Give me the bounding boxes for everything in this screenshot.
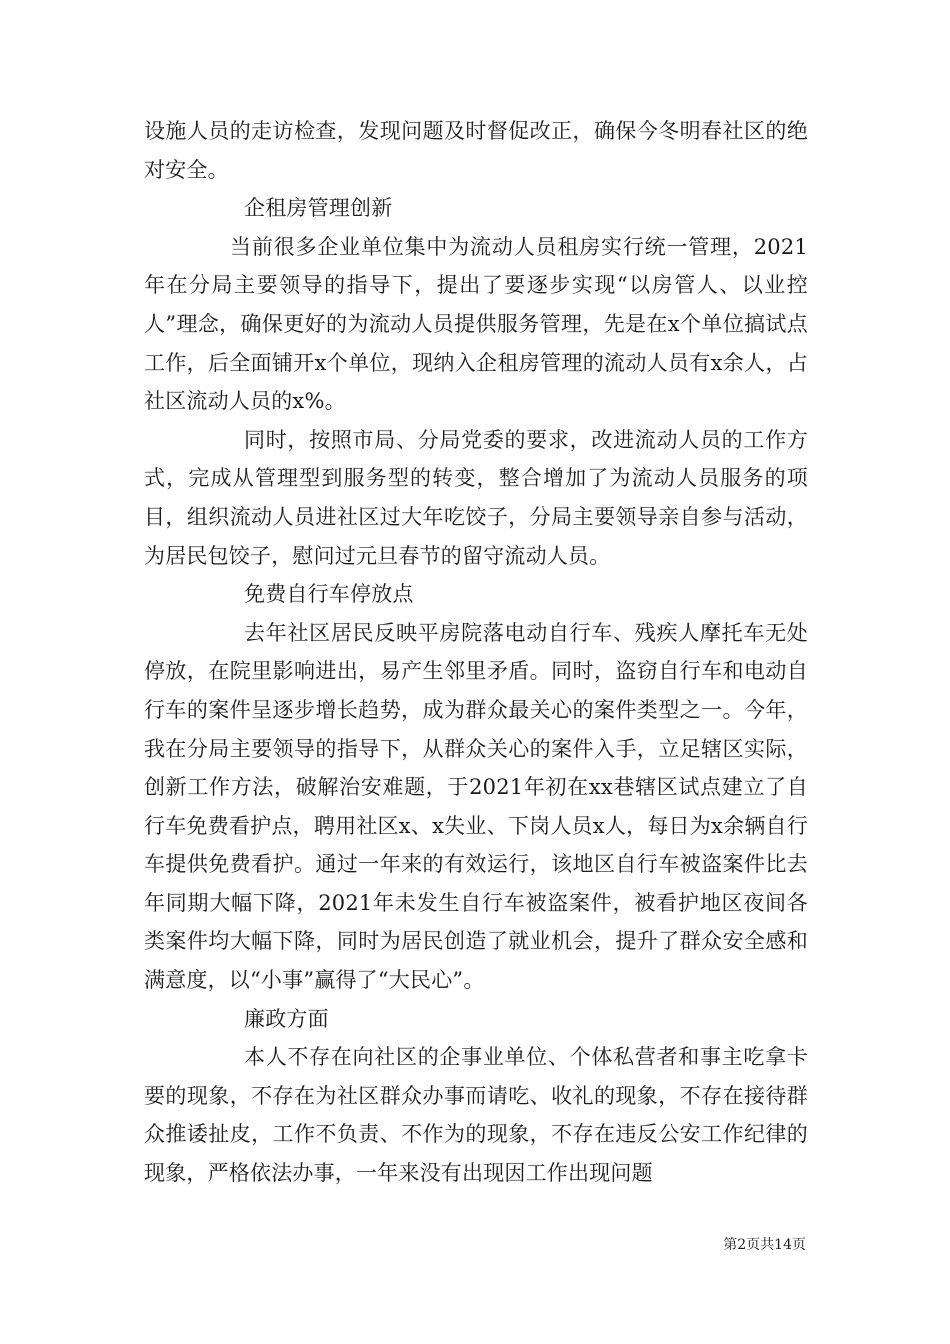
section-heading-bicycle-parking: 免费自行车停放点 — [244, 582, 414, 607]
document-body — [144, 112, 808, 1193]
paragraph-bicycle-parking: 去年社区居民反映平房院落电动自行车、残疾人摩托车无处停放，在院里影响进出，易产生邻里矛盾。同时，盗窃自行车和电动自行车的案件呈逐步增长趋势，成为群众最关心的案件类型之一。今年，我在分局主要领导的指导下，从群众关心的案件入手，立足辖区实际，创新工作方法，破解治安难题，于2021年初在xx巷辖区试点建立了自行车免费看护点，聘用社区x、x失业、下岗人员x人，每日为x余辆自行车提供免费看护。通过一年来的有效运行，该地区自行车被盗案件比去年同期大幅下降，2021年未发生自行车被盗案件，被看护地区夜间各类案件均大幅下降，同时为居民创造了就业机会，提升了群众安全感和满意度，以“小事”赢得了“大民心”。 — [144, 620, 808, 993]
section-heading-rental-housing: 企租房管理创新 — [244, 196, 393, 221]
section-heading-integrity: 廉政方面 — [244, 1006, 329, 1031]
paragraph-service-transformation: 同时，按照市局、分局党委的要求，改进流动人员的工作方式，完成从管理型到服务型的转变，整合增加了为流动人员服务的项目，组织流动人员进社区过大年吃饺子，分局主要领导亲自参与活动，为居民包饺子，慰问过元旦春节的留守流动人员。 — [144, 427, 808, 568]
paragraph-continuation: 设施人员的走访检查，发现问题及时督促改正，确保今冬明春社区的绝对安全。 — [144, 119, 808, 182]
page-number: 第2页共14页 — [723, 1237, 806, 1253]
paragraph-integrity: 本人不存在向社区的企事业单位、个体私营者和事主吃拿卡要的现象，不存在为社区群众办事而请吃、收礼的现象，不存在接待群众推诿扯皮，工作不负责、不作为的现象，不存在违反公安工作纪律的现象，严格依法办事，一年来没有出现因工作出现问题 — [144, 1045, 808, 1186]
paragraph-rental-housing: 当前很多企业单位集中为流动人员租房实行统一管理，2021年在分局主要领导的指导下，提出了要逐步实现“以房管人、以业控人”理念，确保更好的为流动人员提供服务管理，先是在x个单位搞试点工作，后全面铺开x个单位，现纳入企租房管理的流动人员有x余人，占社区流动人员的x%。 — [144, 234, 808, 414]
